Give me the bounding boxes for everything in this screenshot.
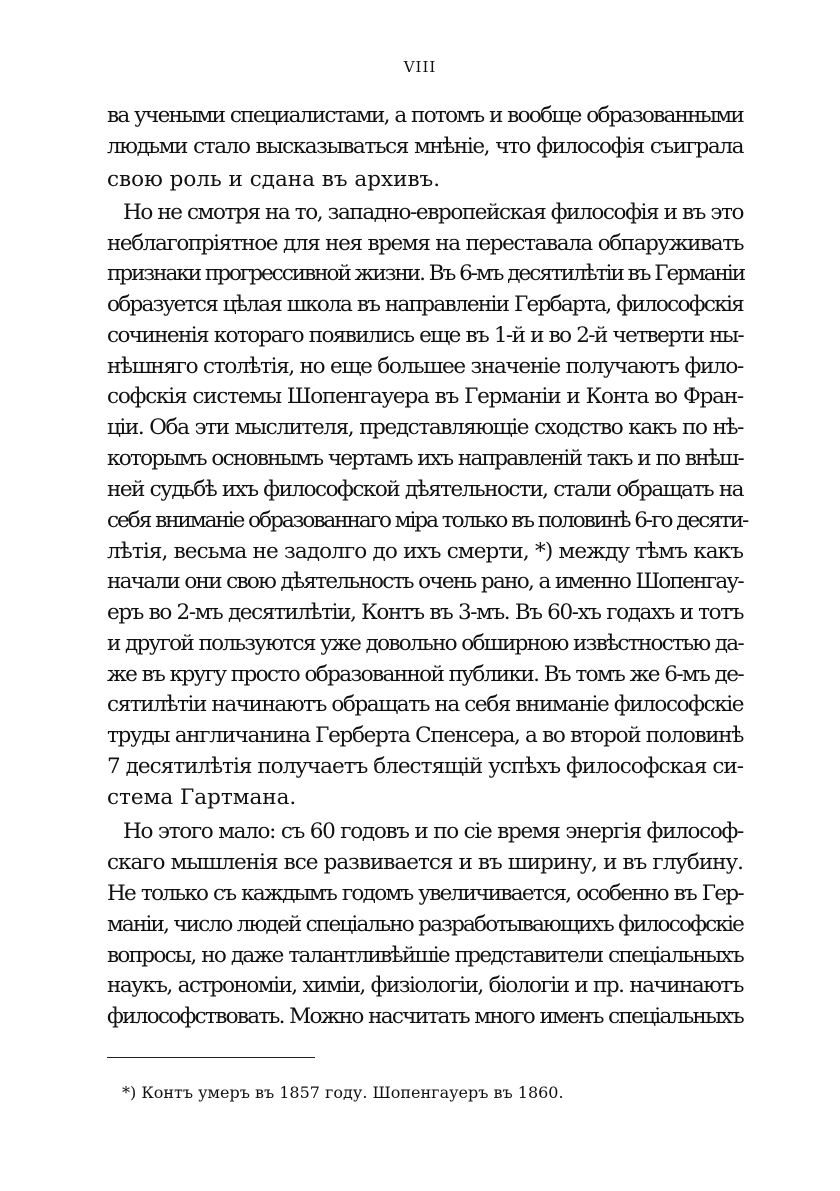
- text-line: начали они свою дѣятельность очень рано, а именно Шопенгау-: [107, 569, 743, 594]
- text-line: маніи, число людей спеціально разработывающихъ философскіе: [107, 912, 743, 937]
- text-line: сочиненія котораго появились еще въ 1-й и во 2-й четверти ны-: [107, 323, 743, 348]
- text-line: еръ во 2-мъ десятилѣтіи, Контъ въ 3-мъ. Въ 60-хъ годахъ и тотъ: [107, 600, 743, 625]
- text-line: нѣшняго столѣтія, но еще большее значеніе получаютъ фило-: [107, 354, 743, 379]
- text-line: стема Гартмана.: [107, 785, 297, 810]
- text-line: вопросы, но даже талантливѣйшіе представители спеціальныхъ: [107, 943, 743, 968]
- text-line: же въ кругу просто образованной публики. Въ томъ же 6-мъ де-: [107, 662, 743, 687]
- text-line: себя вниманіе образованнаго міра только въ половинѣ 6-го десяти-: [107, 508, 748, 533]
- text-line: наукъ, астрономіи, химіи, физіологіи, біологіи и пр. начинаютъ: [107, 973, 743, 998]
- footnote: *) Контъ умеръ въ 1857 году. Шопенгауеръ въ 1860.: [122, 1083, 564, 1102]
- text-line: сятилѣтіи начинаютъ обращать на себя вниманіе философскіе: [107, 692, 744, 717]
- text-line: людьми стало высказываться мнѣніе, что философія съиграла: [107, 134, 743, 159]
- text-line: ва учеными специалистами, а потомъ и вообще образованными: [107, 103, 743, 128]
- text-line: лѣтія, весьма не задолго до ихъ смерти, *) между тѣмъ какъ: [107, 539, 743, 564]
- text-line: свою роль и сдана въ архивъ.: [107, 167, 441, 192]
- text-line: признаки прогрессивной жизни. Въ 6-мъ десятилѣтіи въ Германіи: [107, 261, 745, 286]
- text-line: 7 десятилѣтія получаетъ блестящій успѣхъ философская си-: [107, 754, 743, 779]
- text-line: которымъ основнымъ чертамъ ихъ направленій такъ и по внѣш-: [107, 446, 743, 471]
- text-line: софскія системы Шопенгауера въ Германіи и Конта во Фран-: [107, 384, 743, 409]
- text-line: Но этого мало: съ 60 годовъ и по сіе время энергія философ-: [123, 819, 743, 844]
- text-line: и другой пользуются уже довольно обширною извѣстностью да-: [107, 631, 743, 656]
- text-line: ціи. Оба эти мыслителя, представляющіе сходство какъ по нѣ-: [107, 415, 743, 440]
- text-line: неблагопріятное для нея время на переставала обпаруживать: [107, 231, 743, 256]
- text-line: ней судьбѣ ихъ философской дѣятельности, стали обращать на: [107, 477, 743, 502]
- page-number: VIII: [403, 58, 437, 76]
- text-line: Не только съ каждымъ годомъ увеличивается, особенно въ Гер-: [107, 881, 743, 906]
- text-line: образуется цѣлая школа въ направленіи Гербарта, философскія: [107, 292, 743, 317]
- text-line: философствовать. Можно насчитать много именъ спеціальныхъ: [107, 1004, 743, 1029]
- footnote-divider: [107, 1057, 315, 1058]
- text-line: Но не смотря на то, западно-европейская философія и въ это: [123, 200, 744, 225]
- text-line: труды англичанина Герберта Спенсера, а во второй половинѣ: [107, 723, 743, 748]
- text-line: скаго мышленія все развивается и въ ширину, и въ глубину.: [107, 850, 743, 875]
